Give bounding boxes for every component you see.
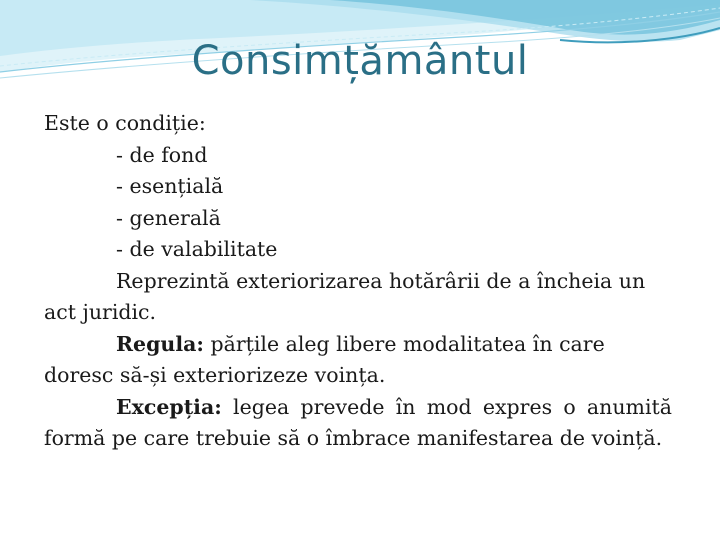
rule-text: părțile aleg libere modalitatea în care doresc să-și exteriorizeze voința. bbox=[44, 331, 605, 387]
list-item: - generală bbox=[116, 205, 221, 230]
definition-paragraph: Reprezintă exteriorizarea hotărârii de a încheia un act juridic. bbox=[44, 268, 646, 324]
exception-text: legea prevede în mod expres o anumită formă pe care trebuie să o îmbrace manifestarea de voință. bbox=[44, 394, 672, 450]
rule-paragraph bbox=[44, 329, 672, 392]
slide-title: Consimțământul bbox=[191, 38, 529, 84]
slide-body bbox=[44, 108, 672, 455]
rule-label: Regula: bbox=[116, 331, 204, 356]
intro-text: Este o condiție: bbox=[44, 111, 206, 135]
list-item: - de fond bbox=[116, 142, 208, 167]
exception-label: Excepția: bbox=[116, 394, 222, 419]
exception-paragraph bbox=[44, 392, 672, 455]
list-item: - de valabilitate bbox=[116, 237, 278, 261]
list-item: - esențială bbox=[116, 174, 224, 198]
